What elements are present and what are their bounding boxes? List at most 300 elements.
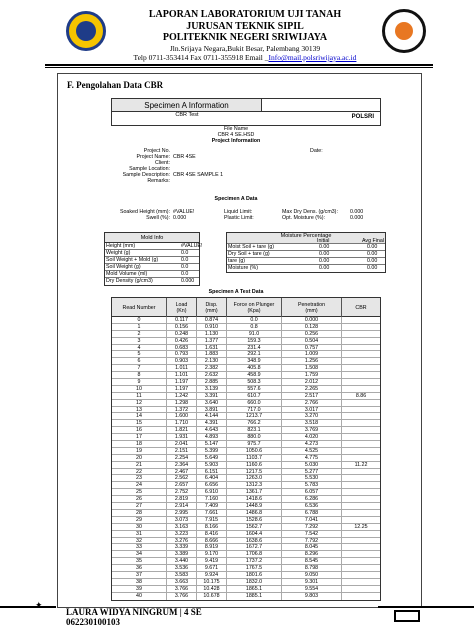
letterhead <box>0 0 474 70</box>
table-cell: 610.7 <box>227 393 282 400</box>
specimen-info-title: Specimen A Information <box>112 99 262 112</box>
project-info-label: Project Information <box>211 138 261 144</box>
polsri-label: POLSRI <box>351 114 374 120</box>
table-cell: 2.151 <box>167 448 197 455</box>
table-cell <box>342 372 380 379</box>
table-cell: 27 <box>112 503 167 510</box>
table-cell: 8.666 <box>197 538 227 545</box>
test-data-title: Specimen A Test Data <box>208 289 264 295</box>
table-cell <box>342 531 380 538</box>
table-cell: 1.197 <box>167 386 197 393</box>
table-cell: 4.643 <box>197 427 227 434</box>
table-cell: 0.156 <box>167 324 197 331</box>
table-cell: 1638.6 <box>227 538 282 545</box>
table-cell: 660.0 <box>227 400 282 407</box>
table-cell: 348.9 <box>227 358 282 365</box>
table-row <box>112 331 380 338</box>
moisture-percentage-table <box>226 232 386 273</box>
table-cell: 1865.1 <box>227 586 282 593</box>
table-cell <box>342 489 380 496</box>
cbr-test-label: CBR Test <box>175 112 199 118</box>
table-cell: 13 <box>112 407 167 414</box>
table-cell <box>342 331 380 338</box>
table-cell: 12.25 <box>354 523 368 530</box>
student-name: LAURA WIDYA NINGRUM | 4 SE <box>66 607 202 617</box>
col-cbr: CBR <box>355 304 367 311</box>
sample-location-label: Sample Location: <box>129 166 170 172</box>
table-cell: 1.631 <box>197 345 227 352</box>
table-cell: 31 <box>112 531 167 538</box>
file-name-label: File Name <box>223 126 249 132</box>
mold-info-row-label: Dry Density (g/cm3) <box>106 278 153 284</box>
soaked-height-label: Soaked Height (mm): <box>119 209 170 215</box>
table-cell: 17 <box>112 434 167 441</box>
table-cell: 20 <box>112 455 167 462</box>
table-row <box>112 393 380 400</box>
email-link[interactable]: Info@mail.polsriwijaya.ac.id <box>268 53 357 62</box>
table-cell: 9.554 <box>282 586 342 593</box>
table-cell: 14 <box>112 413 167 420</box>
moisture-row-label: Moisture (%) <box>228 265 259 271</box>
table-cell: 7.915 <box>197 517 227 524</box>
table-cell: 8 <box>112 372 167 379</box>
table-cell: 0.874 <box>197 317 227 324</box>
table-cell: 1217.5 <box>227 469 282 476</box>
table-cell: 6.788 <box>282 510 342 517</box>
table-cell: 3 <box>112 338 167 345</box>
table-cell: 9.170 <box>197 551 227 558</box>
table-row <box>112 427 380 434</box>
table-cell: 0.504 <box>282 338 342 345</box>
table-row <box>112 558 380 565</box>
table-cell: 1767.5 <box>227 565 282 572</box>
table-cell: 458.9 <box>227 372 282 379</box>
table-cell: 1.256 <box>282 358 342 365</box>
table-cell: 9.419 <box>197 558 227 565</box>
test-data-header-row <box>112 298 380 317</box>
table-cell: 2.364 <box>167 462 197 469</box>
table-cell <box>342 496 380 503</box>
table-cell <box>342 586 380 593</box>
footer-ornament-right-icon <box>394 610 420 622</box>
table-cell: 28 <box>112 510 167 517</box>
table-row <box>112 524 380 531</box>
table-cell: 11.22 <box>354 461 368 468</box>
moisture-row-initial: 0.00 <box>319 265 330 271</box>
table-row <box>112 579 380 586</box>
table-cell: 10.428 <box>197 586 227 593</box>
mold-info-row-value: 0.0 <box>181 264 189 270</box>
table-cell: 7.661 <box>197 510 227 517</box>
table-cell: 1.130 <box>197 331 227 338</box>
table-cell: 2 <box>112 331 167 338</box>
table-cell: 1528.6 <box>227 517 282 524</box>
table-cell: 3.769 <box>282 427 342 434</box>
table-cell: 19 <box>112 448 167 455</box>
table-row <box>112 462 380 469</box>
table-cell: 3.583 <box>167 572 197 579</box>
table-row <box>112 496 380 503</box>
table-cell <box>342 324 380 331</box>
table-cell: 10.175 <box>197 579 227 586</box>
mold-info-row-label: Weight (g) <box>106 250 131 256</box>
plastic-limit-label: Plastic Limit: <box>224 215 254 221</box>
table-cell: 7.542 <box>282 531 342 538</box>
table-row <box>112 351 380 358</box>
mold-info-row <box>105 271 199 278</box>
table-cell: 23 <box>112 475 167 482</box>
table-cell: 37 <box>112 572 167 579</box>
table-cell <box>342 455 380 462</box>
table-cell: 231.4 <box>227 345 282 352</box>
table-cell: 1801.6 <box>227 572 282 579</box>
table-cell <box>342 407 380 414</box>
table-cell: 8.166 <box>197 524 227 531</box>
moisture-row-label: tare (g) <box>228 258 246 264</box>
table-cell: 1.101 <box>167 372 197 379</box>
table-cell: 8.545 <box>282 558 342 565</box>
table-cell: 6.151 <box>197 469 227 476</box>
table-cell: 11 <box>112 393 167 400</box>
table-cell: 9.301 <box>282 579 342 586</box>
moisture-row <box>227 265 385 272</box>
table-cell: 10 <box>112 386 167 393</box>
table-cell: 29 <box>112 517 167 524</box>
table-cell: 159.3 <box>227 338 282 345</box>
table-cell: 5.277 <box>282 469 342 476</box>
table-cell: 4.893 <box>197 434 227 441</box>
table-cell: 1.377 <box>197 338 227 345</box>
moisture-col-avg-final: Avg Final <box>362 238 384 244</box>
polsri-logo-icon <box>66 11 106 51</box>
table-cell: 3.891 <box>197 407 227 414</box>
swell-value: 0.000 <box>173 215 187 221</box>
table-cell: 6.656 <box>197 482 227 489</box>
table-cell: 0.0 <box>227 317 282 324</box>
mold-info-row-value: 0.000 <box>181 278 195 284</box>
table-cell: 4 <box>112 345 167 352</box>
table-cell: 2.041 <box>167 441 197 448</box>
table-cell: 766.2 <box>227 420 282 427</box>
table-cell: 1.759 <box>282 372 342 379</box>
table-row <box>112 434 380 441</box>
header-rule-thin <box>45 67 433 68</box>
table-cell: 2.254 <box>167 455 197 462</box>
table-cell: 1.197 <box>167 379 197 386</box>
table-cell: 508.3 <box>227 379 282 386</box>
table-cell <box>342 358 380 365</box>
table-cell: 6.910 <box>197 489 227 496</box>
table-cell: 35 <box>112 558 167 565</box>
col-read-number: Read Number <box>112 298 167 317</box>
table-cell <box>342 558 380 565</box>
table-cell: 6.536 <box>282 503 342 510</box>
table-cell: 1486.8 <box>227 510 282 517</box>
table-cell: 717.0 <box>227 407 282 414</box>
table-cell: 3.339 <box>167 544 197 551</box>
table-cell: 6.057 <box>282 489 342 496</box>
project-no-label: Project No. <box>143 148 170 154</box>
table-row <box>112 386 380 393</box>
table-cell: 3.536 <box>167 565 197 572</box>
table-cell: 0 <box>112 317 167 324</box>
table-cell: 21 <box>112 462 167 469</box>
table-row <box>112 572 380 579</box>
moisture-col-initial: Initial <box>317 238 330 244</box>
table-cell: 0.903 <box>167 358 197 365</box>
table-cell: 1706.8 <box>227 551 282 558</box>
mold-info-row <box>105 257 199 264</box>
table-cell: 7.160 <box>197 496 227 503</box>
table-cell: 12 <box>112 400 167 407</box>
table-cell: 0.256 <box>282 331 342 338</box>
table-cell: 25 <box>112 489 167 496</box>
table-cell: 1050.6 <box>227 448 282 455</box>
table-row <box>112 517 380 524</box>
table-row <box>112 379 380 386</box>
table-cell: 5.147 <box>197 441 227 448</box>
table-cell: 7.041 <box>282 517 342 524</box>
table-cell: 5.649 <box>197 455 227 462</box>
mold-info-row <box>105 278 199 285</box>
table-cell: 4.391 <box>197 420 227 427</box>
table-cell: 0.426 <box>167 338 197 345</box>
table-cell <box>342 579 380 586</box>
table-cell <box>342 365 380 372</box>
mold-info-row-label: Soil Weight (g) <box>106 264 141 270</box>
table-cell: 1.298 <box>167 400 197 407</box>
table-cell: 3.391 <box>197 393 227 400</box>
project-name-label: Project Name: <box>136 154 170 160</box>
swell-label: Swell (%): <box>146 215 170 221</box>
table-cell: 0.117 <box>167 317 197 324</box>
table-cell: 3.766 <box>167 586 197 593</box>
table-cell: 2.517 <box>282 393 342 400</box>
table-cell: 1361.7 <box>227 489 282 496</box>
col-disp: Disp. (mm) <box>197 298 227 317</box>
table-row <box>112 586 380 593</box>
table-row <box>112 358 380 365</box>
table-cell: 9 <box>112 379 167 386</box>
table-cell: 2.752 <box>167 489 197 496</box>
table-row <box>112 455 380 462</box>
table-row <box>112 448 380 455</box>
moisture-row <box>227 258 385 265</box>
table-cell: 6 <box>112 358 167 365</box>
table-cell: 8.798 <box>282 565 342 572</box>
opt-moisture-value: 0.000 <box>350 215 364 221</box>
table-row <box>112 489 380 496</box>
table-cell: 5.399 <box>197 448 227 455</box>
table-cell: 1 <box>112 324 167 331</box>
specimen-info-blank <box>262 99 380 112</box>
table-cell: 1418.6 <box>227 496 282 503</box>
teknik-sipil-logo-icon <box>382 9 426 53</box>
table-cell: 3.270 <box>282 413 342 420</box>
table-cell: 6.404 <box>197 475 227 482</box>
mold-info-title: Mold Info <box>105 233 199 243</box>
table-cell: 3.163 <box>167 524 197 531</box>
table-cell: 2.130 <box>197 358 227 365</box>
moisture-row-label: Moist Soil + tare (g) <box>228 244 275 250</box>
footer-rule-right <box>378 606 474 608</box>
table-cell: 7 <box>112 365 167 372</box>
table-cell: 1160.6 <box>227 462 282 469</box>
table-cell: 0.757 <box>282 345 342 352</box>
table-row <box>112 503 380 510</box>
table-cell: 2.885 <box>197 379 227 386</box>
table-cell: 8.296 <box>282 551 342 558</box>
table-cell: 5.530 <box>282 475 342 482</box>
table-cell: 1263.0 <box>227 475 282 482</box>
mold-info-row <box>105 250 199 257</box>
table-cell: 2.382 <box>197 365 227 372</box>
table-cell: 3.017 <box>282 407 342 414</box>
table-cell: 557.6 <box>227 386 282 393</box>
table-cell: 2.819 <box>167 496 197 503</box>
col-penetration: Penetration (mm) <box>282 298 342 317</box>
table-cell: 3.766 <box>167 593 197 600</box>
table-cell <box>342 510 380 517</box>
table-row <box>112 441 380 448</box>
table-cell: 33 <box>112 544 167 551</box>
institution-title: POLITEKNIK NEGERI SRIWIJAYA <box>162 32 328 43</box>
table-cell: 0.8 <box>227 324 282 331</box>
table-cell: 1.710 <box>167 420 197 427</box>
table-cell: 1.009 <box>282 351 342 358</box>
table-cell: 1.931 <box>167 434 197 441</box>
table-cell: 0.683 <box>167 345 197 352</box>
table-row <box>112 400 380 407</box>
moisture-row-label: Dry Soil + tare (g) <box>228 251 270 257</box>
mold-info-row-value: 0.0 <box>181 257 189 263</box>
table-cell: 6.286 <box>282 496 342 503</box>
table-cell: 8.416 <box>197 531 227 538</box>
moisture-row-initial: 0.00 <box>319 251 330 257</box>
table-cell <box>342 565 380 572</box>
table-cell: 4.020 <box>282 434 342 441</box>
table-cell: 3.663 <box>167 579 197 586</box>
table-cell: 22 <box>112 469 167 476</box>
table-cell: 3.640 <box>197 400 227 407</box>
table-cell: 3.139 <box>197 386 227 393</box>
table-row <box>112 365 380 372</box>
table-cell: 4.775 <box>282 455 342 462</box>
table-cell: 3.440 <box>167 558 197 565</box>
moisture-percentage-title: Moisture Percentage <box>227 233 385 239</box>
table-row <box>112 413 380 420</box>
max-dry-density-label: Max Dry Dens. (g/cm3): <box>282 209 338 215</box>
table-cell: 5.783 <box>282 482 342 489</box>
table-cell: 8.919 <box>197 544 227 551</box>
table-row <box>112 324 380 331</box>
table-cell: 39 <box>112 586 167 593</box>
table-cell: 880.0 <box>227 434 282 441</box>
table-cell: 2.995 <box>167 510 197 517</box>
table-cell: 1737.2 <box>227 558 282 565</box>
client-label: Client: <box>154 160 170 166</box>
footer-rule-left <box>0 606 56 608</box>
address-line: Jln.Srijaya Negara,Bukit Besar, Palembang 30139 <box>169 44 321 53</box>
table-cell: 292.1 <box>227 351 282 358</box>
table-row <box>112 565 380 572</box>
table-cell <box>342 482 380 489</box>
mold-info-row <box>105 243 203 250</box>
table-row <box>112 469 380 476</box>
table-cell: 1312.3 <box>227 482 282 489</box>
table-row <box>112 482 380 489</box>
table-cell: 9.671 <box>197 565 227 572</box>
table-cell: 9.050 <box>282 572 342 579</box>
table-cell <box>342 544 380 551</box>
max-dry-density-value: 0.000 <box>350 209 364 215</box>
table-cell <box>342 538 380 545</box>
table-cell: 8.045 <box>282 544 342 551</box>
file-name-value: CBR 4 SE.HSD <box>217 132 255 138</box>
table-cell: 2.467 <box>167 469 197 476</box>
table-cell: 3.518 <box>282 420 342 427</box>
table-cell <box>342 338 380 345</box>
table-cell: 1.508 <box>282 365 342 372</box>
table-cell: 1103.7 <box>227 455 282 462</box>
project-name-value: CBR 4SE <box>173 154 196 160</box>
section-title: F. Pengolahan Data CBR <box>67 80 164 90</box>
department-title: JURUSAN TEKNIK SIPIL <box>186 21 304 32</box>
table-cell: 4.273 <box>282 441 342 448</box>
table-cell: 1448.9 <box>227 503 282 510</box>
table-cell <box>342 593 380 600</box>
table-row <box>112 372 380 379</box>
soaked-height-value: #VALUE! <box>173 209 195 215</box>
table-cell: 0.248 <box>167 331 197 338</box>
test-data-body <box>112 317 380 600</box>
table-row <box>112 544 380 551</box>
table-cell: 1.242 <box>167 393 197 400</box>
table-cell <box>342 469 380 476</box>
table-cell: 4.525 <box>282 448 342 455</box>
sample-description-value: CBR 4SE SAMPLE 1 <box>173 172 224 178</box>
table-cell <box>342 413 380 420</box>
table-row <box>112 475 380 482</box>
table-cell: 2.012 <box>282 379 342 386</box>
table-cell <box>342 379 380 386</box>
table-cell: 1672.7 <box>227 544 282 551</box>
mold-info-row-label: Mold Volume (ml) <box>106 271 148 277</box>
table-cell <box>342 420 380 427</box>
table-cell: 2.914 <box>167 503 197 510</box>
table-cell: 15 <box>112 420 167 427</box>
lab-report-title: LAPORAN LABORATORIUM UJI TANAH <box>148 9 342 20</box>
table-cell: 9.924 <box>197 572 227 579</box>
table-cell <box>342 503 380 510</box>
table-cell: 1.372 <box>167 407 197 414</box>
mold-info-row-value: 0.0 <box>181 250 189 256</box>
table-cell: 7.292 <box>282 524 342 531</box>
table-cell: 1885.1 <box>227 593 282 600</box>
table-row <box>112 538 380 545</box>
table-cell: 24 <box>112 482 167 489</box>
phone-fax-text: Telp 0711-353414 Fax 0711-355918 Email <box>133 53 265 62</box>
table-row <box>112 510 380 517</box>
table-cell: 2.766 <box>282 400 342 407</box>
student-id: 062230100103 <box>66 617 120 627</box>
footer-ornament-left-icon: ✦ <box>35 600 43 610</box>
table-cell: 975.7 <box>227 441 282 448</box>
table-cell: 405.8 <box>227 365 282 372</box>
sample-description-label: Sample Description: <box>122 172 170 178</box>
table-cell <box>342 572 380 579</box>
table-cell: 5.903 <box>197 462 227 469</box>
